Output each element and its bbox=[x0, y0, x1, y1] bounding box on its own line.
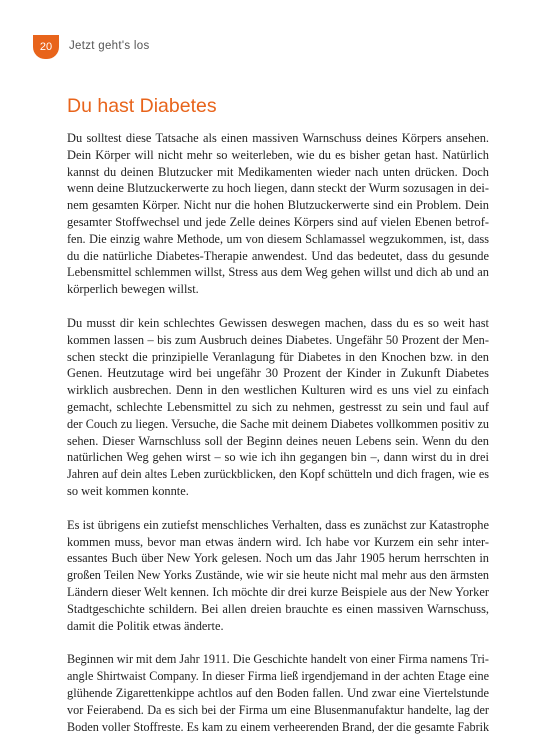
text-line: Beginnen wir mit dem Jahr 1911. Die Geschichte handelt von einer Firma namens Tri- bbox=[67, 652, 489, 667]
text-line: großen Teilen New Yorks Zustände, wie wir sie heute nicht mal mehr aus den ärmsten bbox=[67, 568, 489, 583]
text-line: kommen muss, bevor man etwas ändern wird. Ich habe vor Kurzem ein sehr inter- bbox=[67, 534, 489, 549]
body-text bbox=[67, 130, 489, 752]
text-line: Lebensmittel schlemmen willst, Stress aus dem Weg gehen willst und dich ab und an bbox=[67, 265, 489, 280]
text-line: Genen. Heutzutage wird bei ungefähr 30 Prozent der Kinder in Zukunft Diabetes bbox=[67, 366, 489, 381]
text-line: gemacht, schlechte Lebensmittel zu sich zu nehmen, gestresst zu sein und faul auf bbox=[67, 399, 489, 414]
text-line: Du solltest diese Tatsache als einen massiven Warnschuss deines Körpers ansehen. bbox=[67, 131, 489, 145]
paragraph bbox=[67, 315, 489, 500]
text-line: kommen lassen – bis zum Ausbruch deines Diabetes. Ungefähr 50 Prozent der Men- bbox=[67, 332, 489, 347]
running-head: Jetzt geht's los bbox=[69, 40, 150, 52]
text-line: vor Feierabend. Da es sich bei der Firma um eine Blusenmanufaktur handelte, lag der bbox=[67, 702, 489, 717]
page-number-badge: 20 bbox=[33, 35, 59, 59]
text-line: natürlichen Weg gehen wirst – so wie ich ihn gegangen bin –, dann wirst du in drei bbox=[67, 450, 489, 465]
text-line: glühende Zigarettenkippe achtlos auf den Boden fallen. Und zwar eine Viertelstunde bbox=[67, 685, 489, 700]
text-line: wenn deine Blutzuckerwerte zu hoch liegen, dann steckt der Wurm sozusagen in dei- bbox=[67, 181, 489, 196]
text-line: Stadtgeschichte schildern. Bei allen dreien brauchte es einen massiven Warnschuss, bbox=[67, 601, 489, 616]
text-line: schen steckt die prinzipielle Veranlagung für Diabetes in den Knochen bzw. in den bbox=[67, 349, 489, 364]
text-line: der Couch zu liegen. Versuche, die Sache mit deinem Diabetes vollkommen positiv zu bbox=[67, 416, 489, 431]
text-line: wirklich ausbrechen. Denn in den westlichen Kulturen wird es uns viel zu einfach bbox=[67, 383, 489, 398]
text-line: Jahren auf dein altes Leben zurückblicken, den Kopf schütteln und dich fragen, wie es bbox=[67, 467, 489, 482]
text-line: Boden voller Stoffreste. Es kam zu einem verheerenden Brand, der die gesamte Fabrik bbox=[67, 719, 490, 734]
text-line: körperlich bewegen willst. bbox=[67, 282, 199, 297]
text-line: angle Shirtwaist Company. In dieser Firma ließ irgendjemand in der achten Etage eine bbox=[67, 669, 489, 684]
text-line: du die natürliche Diabetes-Therapie anwendest. Und das bedeutet, dass du gesunde bbox=[67, 248, 489, 263]
text-line: essantes Buch über New York gelesen. Noch um das Jahr 1905 herum herrschten in bbox=[67, 551, 489, 566]
text-line: Es ist übrigens ein zutiefst menschliches Verhalten, dass es zunächst zur Katastrophe bbox=[67, 517, 489, 532]
text-line: Du musst dir kein schlechtes Gewissen deswegen machen, dass du es so weit hast bbox=[67, 315, 489, 330]
paragraph bbox=[67, 130, 489, 298]
paragraph bbox=[67, 651, 489, 735]
text-line: nem gesamten Körper. Nicht nur die hohen Blutzuckerwerte sind ein Problem. Dein bbox=[67, 198, 489, 213]
paragraph bbox=[67, 517, 489, 635]
text-line: so weit kommen konnte. bbox=[67, 483, 189, 498]
text-line: Ländern dieser Welt kennen. Ich möchte dir drei kurze Beispiele aus der New Yorker bbox=[67, 584, 489, 599]
text-line: fen. Die einzig wahre Methode, um von diesem Schlamassel wegzukommen, ist, dass bbox=[67, 231, 489, 246]
text-line: sehen. Dieser Warnschluss soll der Beginn deines neuen Lebens sein. Wenn du den bbox=[67, 433, 489, 448]
text-line: Dein Körper will nicht mehr so weiterleben, wie du es bisher getan hast. Natürlich bbox=[67, 147, 489, 162]
text-line: kannst du deinen Blutzucker mit Medikamenten wieder nach unten drücken. Doch bbox=[67, 164, 489, 179]
text-line: damit die Politik etwas änderte. bbox=[67, 618, 224, 633]
section-title: Du hast Diabetes bbox=[67, 95, 217, 117]
text-line: gesamter Stoffwechsel und jede Zelle deines Körpers sind auf vielen Ebenen betrof- bbox=[67, 214, 489, 229]
